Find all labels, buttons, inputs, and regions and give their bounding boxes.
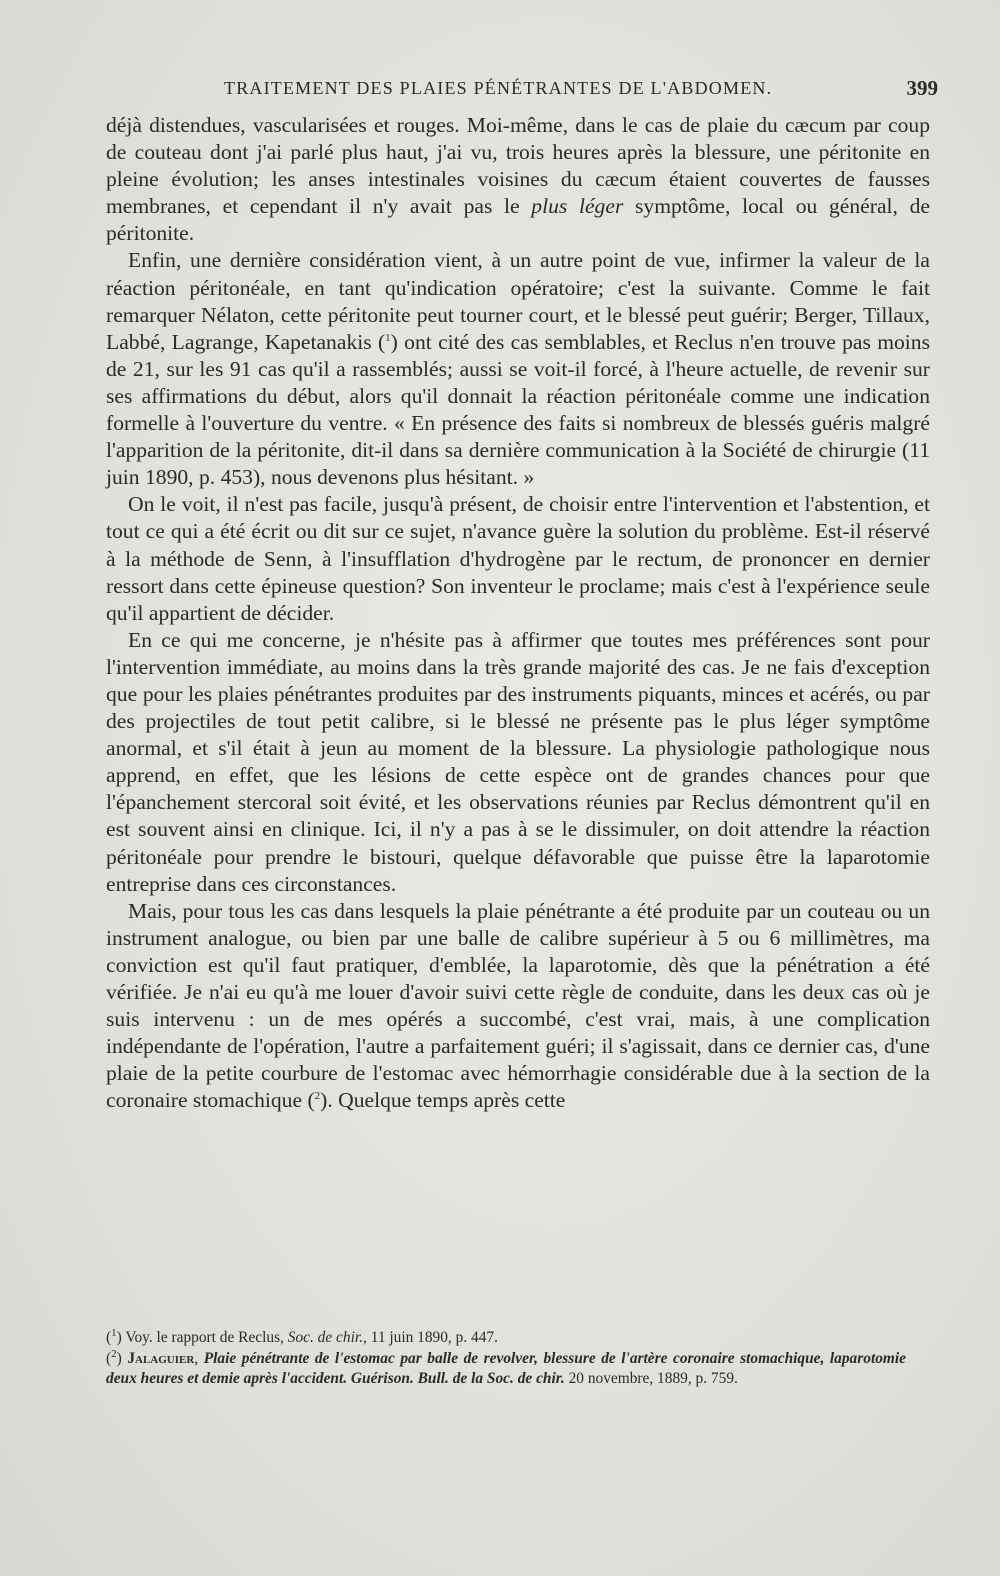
paragraph-4: En ce qui me concerne, je n'hésite pas à affirmer que toutes mes préférences sont pour l'intervention immédiate, au moins dans la très grande majorité des cas. Je ne fais d'exception que pour les plaies pénétrantes produites par des instruments piquants, minces et acérés, ou par des projectiles de tout petit calibre, si le blessé ne présente pas le plus léger symptôme anormal, et s'il était à jeun au moment de la blessure. La physiologie pathologique nous apprend, en effet, que les lésions de cette espèce ont de grandes chances pour que l'épanchement stercoral soit évité, et les observations réunies par Reclus démontrent qu'il en est souvent ainsi en clinique. Ici, il n'y a pas à se le dissimuler, on doit attendre la réaction péritonéale pour prendre le bistouri, quelque défavorable que puisse être la laparotomie entreprise dans ces circonstances. [106,627,930,896]
page-header [104,74,938,106]
footnote-ref-2[interactable]: 2 [314,1090,321,1103]
footnote-text: 20 novembre, 1889, p. 759. [564,1370,738,1387]
footnote-author: Jalaguier [127,1349,195,1367]
footnote-text: Voy. le rapport de Reclus, [125,1329,288,1346]
footnote-2: ($^2$) Jalaguier, Plaie pénétrante de l'estomac par balle de revolver, blessure de l'artère coronaire stomachique, laparotomie deux heures et demie après l'accident. Guérison. Bull. de la Soc. de chir. 20 novembre, 1889, p. 759. [106,1347,906,1387]
running-head: TRAITEMENT DES PLAIES PÉNÉTRANTES DE L'ABDOMEN. [224,78,773,98]
emphasis-text: plus léger [531,194,624,219]
footnote-mark: 2 [111,1347,117,1360]
footnote-1: ($^1$) Voy. le rapport de Reclus, Soc. de chir., 11 juin 1890, p. 447. [106,1326,498,1346]
paragraph-1 [106,112,930,247]
paragraph-2 [106,247,930,491]
paragraph-5 [106,898,930,1115]
body-text [106,112,930,1114]
footnote-text: , 11 juin 1890, p. 447. [363,1329,498,1346]
paragraph-text: déjà distendues, vascularisées et rouges. Moi-même, dans le cas de plaie du cæcum par coup de couteau dont j'ai parlé plus haut, j'ai vu, trois heures après la blessure, une péritonite en pleine évolution; les anses intestinales voisines du cæcum étaient couvertes de fausses membranes, et cependant il n'y avait pas le [106,113,930,219]
footnote-citation: Plaie pénétrante de l'estomac par balle de revolver, blessure de l'artère coronaire stomachique, laparotomie deux heures et demie après l'accident. Guérison. Bull. de la Soc. de chir. [106,1349,906,1387]
paragraph-text: ). Quelque temps après cette [320,1088,566,1113]
footnote-text: , [194,1349,204,1367]
footnote-ref-1[interactable]: 1 [385,331,391,344]
footnote-citation: Soc. de chir. [287,1329,363,1346]
footnote-mark: 1 [111,1326,117,1339]
paragraph-text: Enfin, une dernière considération vient, à un autre point de vue, infirmer la valeur de la réaction péritonéale, en tant qu'indication opératoire; c'est la suivante. Comme le fait remarquer Nélaton, cette péritonite peut tourner court, et le blessé peut guérir; Berger, Tillaux, Labbé, Lagrange, Kapetanakis ( [106,248,930,354]
paragraph-text: ) ont cité des cas semblables, et Reclus n'en trouve pas moins de 21, sur les 91 cas qu'il a rassemblés; aussi se voit-il forcé, à l'heure actuelle, de revenir sur ses affirmations du début, alors qu'il donnait la réaction péritonéale comme une indication formelle à l'ouverture du ventre. « En présence des faits si nombreux de blessés guéris malgré l'apparition de la péritonite, dit-il dans sa dernière communication à la Société de chirurgie (11 juin 1890, p. 453), nous devenons plus hésitant. » [106,329,930,490]
footnotes [106,1328,906,1390]
paragraph-3: On le voit, il n'est pas facile, jusqu'à présent, de choisir entre l'intervention et l'abstention, et tout ce qui a été écrit ou dit sur ce sujet, n'avance guère la solution du problème. Est-il réservé à la méthode de Senn, à l'insufflation d'hydrogène par le rectum, de prononcer en dernier ressort dans cette épineuse question? Son inventeur le proclame; mais c'est à l'expérience seule qu'il appartient de décider. [106,492,930,625]
page-number: 399 [906,76,938,100]
paragraph-text: Mais, pour tous les cas dans lesquels la plaie pénétrante a été produite par un couteau ou un instrument analogue, ou bien par une balle de calibre supérieur à 5 ou 6 millimètres, ma conviction est qu'il faut pratiquer, d'emblée, la laparotomie, dès que la pénétration a été vérifiée. Je n'ai eu qu'à me louer d'avoir suivi cette règle de conduite, dans les deux cas où je suis intervenu : un de mes opérés a succombé, c'est vrai, mais, à une complication indépendante de l'opération, l'autre a parfaitement guéri; il s'agissait, dans ce dernier cas, d'une plaie de la petite courbure de l'estomac avec hémorrhagie considérable due à la section de la coronaire stomachique ( [106,898,930,1113]
paragraph-text: symptôme, local ou général, de péritonite. [106,194,930,246]
